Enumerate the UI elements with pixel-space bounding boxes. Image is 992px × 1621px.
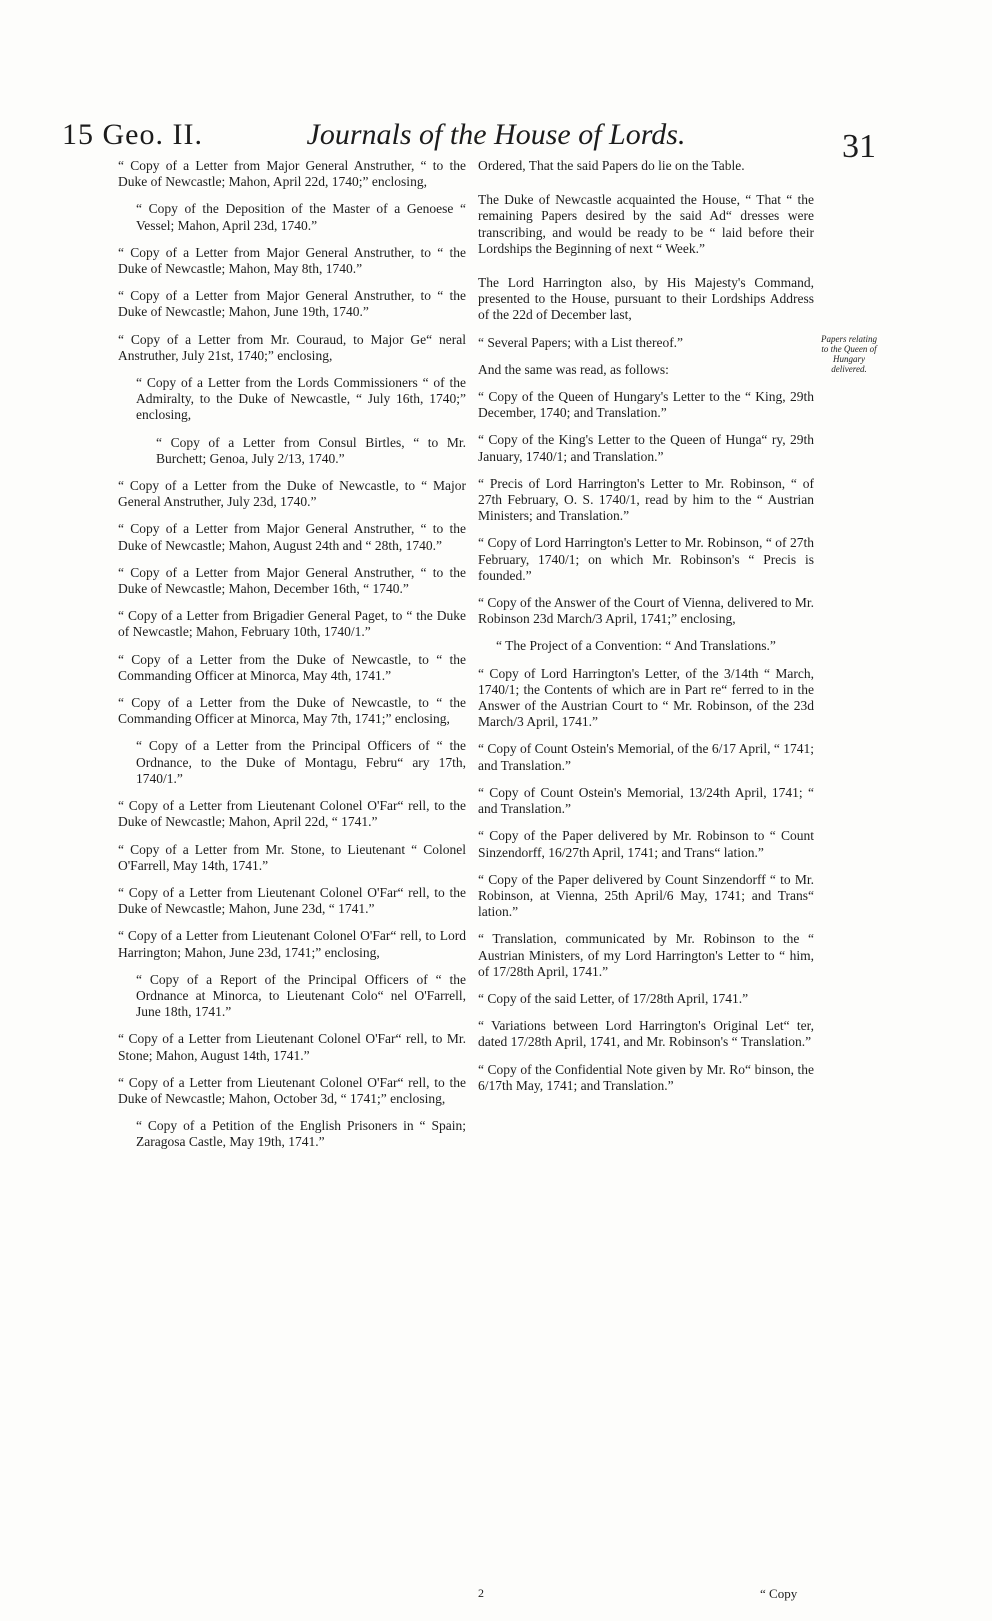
- entry: “ Copy of Lord Harrington's Letter to Mr. Robinson, “ of 27th February, 1740/1; on which Mr. Robinson's “ Precis is founded.”: [478, 535, 814, 583]
- entry: “ Copy of a Letter from the Duke of Newcastle, to “ the Commanding Officer at Minorca, May 7th, 1741;” enclosing,: [118, 695, 466, 727]
- entry: “ The Project of a Convention: “ And Translations.”: [496, 638, 776, 654]
- signature-mark: 2: [478, 1586, 484, 1600]
- entry: “ Copy of a Letter from the Duke of Newcastle, to “ the Commanding Officer at Minorca, May 4th, 1741.”: [118, 651, 466, 683]
- entry: Ordered, That the said Papers do lie on the Table.: [478, 158, 745, 173]
- entry: “ Translation, communicated by Mr. Robinson to the “ Austrian Ministers, of my Lord Harrington's Letter to “ him, of 17/28th April, 1741.”: [478, 931, 814, 979]
- entry: “ Copy of Count Ostein's Memorial, 13/24th April, 1741; “ and Translation.”: [478, 784, 814, 817]
- left-column: [118, 158, 466, 1162]
- entry: “ Copy of a Letter from Brigadier General Paget, to “ the Duke of Newcastle; Mahon, February 10th, 1740/1.”: [118, 608, 466, 640]
- entry: “ Copy of a Letter from Major General Anstruther, “ to the Duke of Newcastle; Mahon, April 22d, 1740;” enclosing,: [118, 158, 466, 190]
- right-column: [478, 158, 814, 1105]
- entry: “ Copy of the said Letter, of 17/28th April, 1741.”: [478, 990, 749, 1006]
- entry: “ Copy of a Letter from the Duke of Newcastle, to “ Major General Anstruther, July 23d, 1740.”: [118, 478, 466, 510]
- entry: “ Copy of a Letter from Major General Anstruther, to “ the Duke of Newcastle; Mahon, June 19th, 1740.”: [118, 288, 466, 320]
- entry: “ Copy of a Letter from Lieutenant Colonel O'Far“ rell, to the Duke of Newcastle; Mahon, April 22d, “ 1741.”: [118, 798, 466, 830]
- catchword: “ Copy: [760, 1586, 798, 1601]
- entry: “ Copy of Lord Harrington's Letter, of the 3/14th “ March, 1740/1; the Contents of which are in Part re“ ferred to in the Answer of the Austrian Court to “ Mr. Robinson, of the 23d March/3 April, 1741.”: [478, 665, 814, 730]
- entry: “ Copy of the Paper delivered by Mr. Robinson to “ Count Sinzendorff, 16/27th April, 1741; and Trans“ lation.”: [478, 828, 814, 860]
- entry: “ Copy of a Letter from Lieutenant Colonel O'Far“ rell, to Mr. Stone; Mahon, August 14th, 1741.”: [118, 1031, 466, 1063]
- entry: “ Copy of the Answer of the Court of Vienna, delivered to Mr. Robinson 23d March/3 April, 1741;” enclosing,: [478, 595, 814, 627]
- entry: “ Copy of a Letter from Lieutenant Colonel O'Far“ rell, to the Duke of Newcastle; Mahon, June 23d, “ 1741.”: [118, 884, 466, 917]
- entry: “ Copy of a Letter from Major General Anstruther, to “ the Duke of Newcastle; Mahon, May 8th, 1740.”: [118, 244, 466, 277]
- entry: “ Copy of the Confidential Note given by Mr. Ro“ binson, the 6/17th May, 1741; and Translation.”: [478, 1061, 814, 1093]
- entry: “ Copy of a Petition of the English Prisoners in “ Spain; Zaragosa Castle, May 19th, 1741.”: [136, 1118, 466, 1150]
- entry: “ Copy of a Letter from Mr. Stone, to Lieutenant “ Colonel O'Farrell, May 14th, 1741.”: [118, 841, 466, 873]
- entry: The Duke of Newcastle acquainted the House, “ That “ the remaining Papers desired by the said Ad“ dresses were transcribing, and would be ready to be “ laid before their Lordships the Beginning of next “ Week.”: [478, 192, 814, 256]
- entry: “ Copy of a Letter from Major General Anstruther, “ to the Duke of Newcastle; Mahon, December 16th, “ 1740.”: [118, 564, 466, 597]
- running-head-title: Journals of the House of Lords.: [306, 118, 686, 151]
- entry: “ Copy of a Letter from Lieutenant Colonel O'Far“ rell, to Lord Harrington; Mahon, June 23d, 1741;” enclosing,: [118, 928, 466, 960]
- entry: “ Copy of the Queen of Hungary's Letter to the “ King, 29th December, 1740; and Translation.”: [478, 389, 814, 421]
- entry: “ Copy of Count Ostein's Memorial, of the 6/17 April, “ 1741; and Translation.”: [478, 741, 814, 773]
- entry: “ Copy of a Letter from Consul Birtles, “ to Mr. Burchett; Genoa, July 2/13, 1740.”: [156, 434, 466, 466]
- entry: “ Copy of a Letter from Major General Anstruther, “ to the Duke of Newcastle; Mahon, August 24th and “ 28th, 1740.”: [118, 521, 466, 553]
- entry: The Lord Harrington also, by His Majesty's Command, presented to the House, pursuant to their Lordships Address of the 22d of December last,: [478, 275, 814, 323]
- entry: “ Copy of a Letter from Lieutenant Colonel O'Far“ rell, to the Duke of Newcastle; Mahon, October 3d, “ 1741;” enclosing,: [118, 1074, 466, 1106]
- entry: “ Copy of the King's Letter to the Queen of Hunga“ ry, 29th January, 1740/1; and Translation.”: [478, 432, 814, 464]
- entry: “ Copy of a Report of the Principal Officers of “ the Ordnance at Minorca, to Lieutenant Colo“ nel O'Farrell, June 18th, 1741.”: [136, 971, 466, 1020]
- page-number: 31: [842, 128, 876, 165]
- running-head-regnal-year: 15 Geo. II.: [62, 118, 203, 151]
- entry: “ Several Papers; with a List thereof.”: [478, 334, 684, 350]
- entry: And the same was read, as follows:: [478, 361, 669, 377]
- margin-note: Papers relating to the Queen of Hungary delivered.: [821, 334, 877, 374]
- entry: “ Copy of the Deposition of the Master of a Genoese “ Vessel; Mahon, April 23d, 1740.”: [136, 201, 466, 233]
- entry: “ Copy of a Letter from the Lords Commissioners “ of the Admiralty, to the Duke of Newcastle, “ July 16th, 1740;” enclosing,: [136, 375, 466, 423]
- entry: “ Precis of Lord Harrington's Letter to Mr. Robinson, “ of 27th February, O. S. 1740/1, read by him to the “ Austrian Ministers; and Translation.”: [478, 475, 814, 524]
- entry: “ Copy of the Paper delivered by Count Sinzendorff “ to Mr. Robinson, at Vienna, 25th April/6 May, 1741; and Trans“ lation.”: [478, 871, 814, 920]
- entry: “ Variations between Lord Harrington's Original Let“ ter, dated 17/28th April, 1741, and Mr. Robinson's “ Translation.”: [478, 1018, 814, 1050]
- entry: “ Copy of a Letter from Mr. Couraud, to Major Ge“ neral Anstruther, July 21st, 1740;” enclosing,: [118, 331, 466, 363]
- entry: “ Copy of a Letter from the Principal Officers of “ the Ordnance, to the Duke of Montagu, Febru“ ary 17th, 1740/1.”: [136, 738, 466, 786]
